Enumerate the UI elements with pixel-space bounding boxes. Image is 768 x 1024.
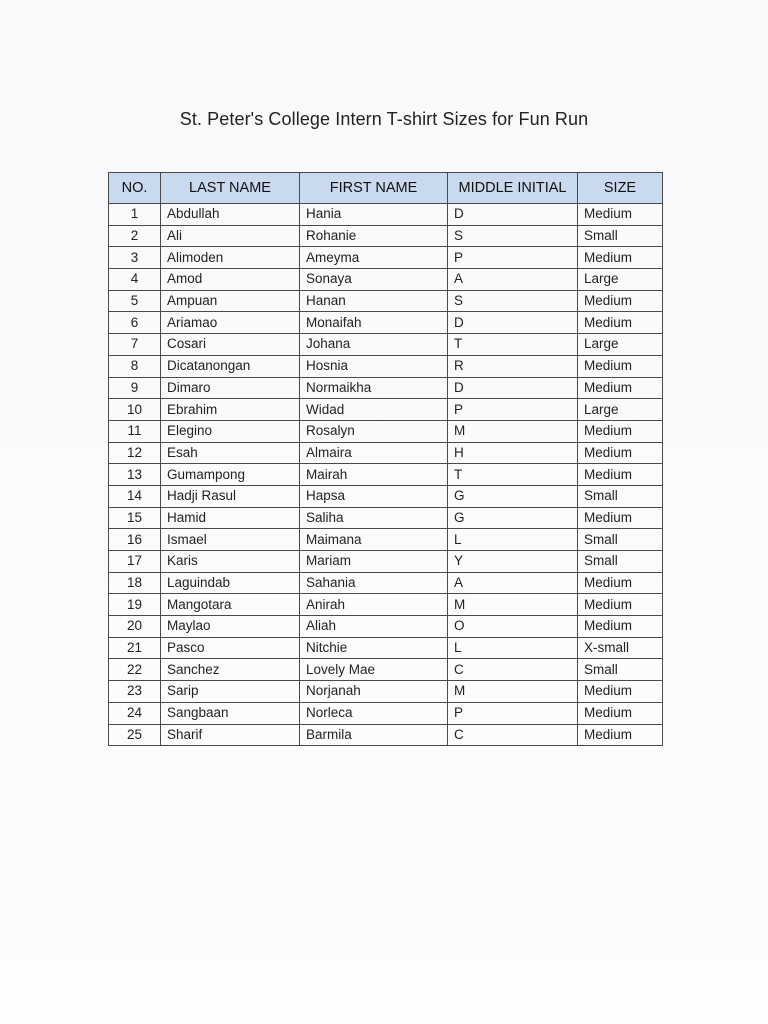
middle-initial-cell: C [448, 659, 578, 681]
table-row [109, 312, 663, 334]
row-number: 8 [109, 355, 161, 377]
first-name-cell: Hanan [300, 290, 448, 312]
header-last-name: LAST NAME [161, 173, 300, 204]
table-row [109, 204, 663, 226]
last-name-cell: Ampuan [161, 290, 300, 312]
row-number: 9 [109, 377, 161, 399]
table-row [109, 702, 663, 724]
size-cell: Medium [578, 681, 663, 703]
size-cell: Large [578, 334, 663, 356]
last-name-cell: Abdullah [161, 204, 300, 226]
document-title: St. Peter's College Intern T-shirt Sizes for Fun Run [179, 109, 589, 129]
middle-initial-cell: M [448, 594, 578, 616]
first-name-cell: Nitchie [300, 637, 448, 659]
row-number: 12 [109, 442, 161, 464]
last-name-cell: Esah [161, 442, 300, 464]
first-name-cell: Norleca [300, 702, 448, 724]
row-number: 25 [109, 724, 161, 746]
size-cell: Small [578, 529, 663, 551]
table-row [109, 594, 663, 616]
first-name-cell: Hania [300, 204, 448, 226]
size-cell: Medium [578, 290, 663, 312]
first-name-cell: Monaifah [300, 312, 448, 334]
row-number: 7 [109, 334, 161, 356]
last-name-cell: Ariamao [161, 312, 300, 334]
last-name-cell: Hadji Rasul [161, 485, 300, 507]
size-cell: Medium [578, 464, 663, 486]
row-number: 18 [109, 572, 161, 594]
size-cell: Medium [578, 702, 663, 724]
table-row [109, 551, 663, 573]
table-row [109, 355, 663, 377]
middle-initial-cell: D [448, 377, 578, 399]
table-row [109, 464, 663, 486]
row-number: 10 [109, 399, 161, 421]
row-number: 21 [109, 637, 161, 659]
table-row [109, 442, 663, 464]
size-cell: Small [578, 659, 663, 681]
row-number: 23 [109, 681, 161, 703]
size-cell: Medium [578, 247, 663, 269]
first-name-cell: Anirah [300, 594, 448, 616]
table-row [109, 334, 663, 356]
size-cell: Medium [578, 507, 663, 529]
row-number: 19 [109, 594, 161, 616]
table-row [109, 616, 663, 638]
size-cell: Medium [578, 204, 663, 226]
row-number: 1 [109, 204, 161, 226]
row-number: 17 [109, 551, 161, 573]
middle-initial-cell: S [448, 225, 578, 247]
size-cell: Medium [578, 355, 663, 377]
table-row [109, 269, 663, 291]
row-number: 22 [109, 659, 161, 681]
size-cell: Large [578, 269, 663, 291]
middle-initial-cell: T [448, 334, 578, 356]
size-cell: Medium [578, 442, 663, 464]
first-name-cell: Mariam [300, 551, 448, 573]
size-cell: Medium [578, 594, 663, 616]
last-name-cell: Sanchez [161, 659, 300, 681]
row-number: 24 [109, 702, 161, 724]
size-cell: Medium [578, 377, 663, 399]
row-number: 5 [109, 290, 161, 312]
last-name-cell: Sarip [161, 681, 300, 703]
first-name-cell: Almaira [300, 442, 448, 464]
last-name-cell: Hamid [161, 507, 300, 529]
size-cell: Medium [578, 724, 663, 746]
last-name-cell: Amod [161, 269, 300, 291]
table-row [109, 681, 663, 703]
middle-initial-cell: P [448, 702, 578, 724]
middle-initial-cell: L [448, 529, 578, 551]
table-row [109, 724, 663, 746]
middle-initial-cell: D [448, 204, 578, 226]
table-row [109, 225, 663, 247]
first-name-cell: Johana [300, 334, 448, 356]
table-header-row [109, 173, 663, 204]
row-number: 16 [109, 529, 161, 551]
first-name-cell: Normaikha [300, 377, 448, 399]
middle-initial-cell: R [448, 355, 578, 377]
table-row [109, 290, 663, 312]
first-name-cell: Sahania [300, 572, 448, 594]
header-size: SIZE [578, 173, 663, 204]
size-cell: Large [578, 399, 663, 421]
middle-initial-cell: H [448, 442, 578, 464]
size-cell: Small [578, 225, 663, 247]
size-cell: Medium [578, 572, 663, 594]
table-row [109, 659, 663, 681]
size-cell: X-small [578, 637, 663, 659]
last-name-cell: Dimaro [161, 377, 300, 399]
first-name-cell: Lovely Mae [300, 659, 448, 681]
last-name-cell: Cosari [161, 334, 300, 356]
table-row [109, 399, 663, 421]
last-name-cell: Elegino [161, 420, 300, 442]
row-number: 3 [109, 247, 161, 269]
first-name-cell: Aliah [300, 616, 448, 638]
row-number: 11 [109, 420, 161, 442]
last-name-cell: Sangbaan [161, 702, 300, 724]
last-name-cell: Laguindab [161, 572, 300, 594]
row-number: 4 [109, 269, 161, 291]
last-name-cell: Maylao [161, 616, 300, 638]
header-first-name: FIRST NAME [300, 173, 448, 204]
table-row [109, 377, 663, 399]
row-number: 6 [109, 312, 161, 334]
table-row [109, 420, 663, 442]
first-name-cell: Maimana [300, 529, 448, 551]
last-name-cell: Gumampong [161, 464, 300, 486]
table-row [109, 637, 663, 659]
row-number: 14 [109, 485, 161, 507]
first-name-cell: Norjanah [300, 681, 448, 703]
first-name-cell: Hapsa [300, 485, 448, 507]
first-name-cell: Rohanie [300, 225, 448, 247]
tshirt-size-table [108, 172, 663, 746]
table-row [109, 529, 663, 551]
last-name-cell: Dicatanongan [161, 355, 300, 377]
table-row [109, 485, 663, 507]
middle-initial-cell: P [448, 247, 578, 269]
middle-initial-cell: C [448, 724, 578, 746]
middle-initial-cell: D [448, 312, 578, 334]
row-number: 15 [109, 507, 161, 529]
middle-initial-cell: S [448, 290, 578, 312]
middle-initial-cell: G [448, 507, 578, 529]
first-name-cell: Widad [300, 399, 448, 421]
last-name-cell: Alimoden [161, 247, 300, 269]
middle-initial-cell: G [448, 485, 578, 507]
middle-initial-cell: M [448, 420, 578, 442]
size-cell: Medium [578, 616, 663, 638]
first-name-cell: Barmila [300, 724, 448, 746]
table-body [109, 204, 663, 746]
middle-initial-cell: O [448, 616, 578, 638]
last-name-cell: Pasco [161, 637, 300, 659]
last-name-cell: Mangotara [161, 594, 300, 616]
first-name-cell: Sonaya [300, 269, 448, 291]
header-no: NO. [109, 173, 161, 204]
last-name-cell: Sharif [161, 724, 300, 746]
row-number: 2 [109, 225, 161, 247]
last-name-cell: Karis [161, 551, 300, 573]
first-name-cell: Saliha [300, 507, 448, 529]
first-name-cell: Rosalyn [300, 420, 448, 442]
size-cell: Small [578, 485, 663, 507]
table-row [109, 507, 663, 529]
middle-initial-cell: M [448, 681, 578, 703]
row-number: 13 [109, 464, 161, 486]
middle-initial-cell: A [448, 572, 578, 594]
last-name-cell: Ismael [161, 529, 300, 551]
size-cell: Small [578, 551, 663, 573]
middle-initial-cell: P [448, 399, 578, 421]
table-row [109, 247, 663, 269]
middle-initial-cell: Y [448, 551, 578, 573]
first-name-cell: Hosnia [300, 355, 448, 377]
header-middle-initial: MIDDLE INITIAL [448, 173, 578, 204]
first-name-cell: Ameyma [300, 247, 448, 269]
first-name-cell: Mairah [300, 464, 448, 486]
size-cell: Medium [578, 420, 663, 442]
last-name-cell: Ali [161, 225, 300, 247]
last-name-cell: Ebrahim [161, 399, 300, 421]
middle-initial-cell: T [448, 464, 578, 486]
size-cell: Medium [578, 312, 663, 334]
row-number: 20 [109, 616, 161, 638]
middle-initial-cell: L [448, 637, 578, 659]
middle-initial-cell: A [448, 269, 578, 291]
table-row [109, 572, 663, 594]
